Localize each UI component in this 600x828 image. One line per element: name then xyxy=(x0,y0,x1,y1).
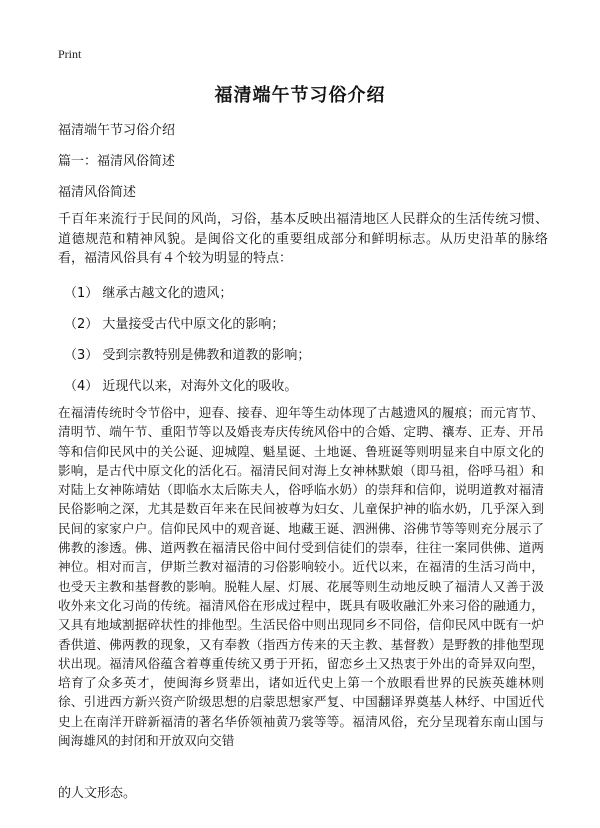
feature-item-1: （1） 继承古越文化的遗风； xyxy=(64,286,233,301)
document-subtitle: 福清端午节习俗介绍 xyxy=(58,123,176,138)
section-heading: 福清风俗简述 xyxy=(58,185,137,200)
feature-item-2: （2） 大量接受古代中原文化的影响； xyxy=(64,317,285,332)
document-title: 福清端午节习俗介绍 xyxy=(214,85,386,106)
feature-item-3: （3） 受到宗教特别是佛教和道教的影响； xyxy=(64,348,311,363)
chapter-heading: 篇一：福清风俗简述 xyxy=(58,154,176,169)
print-link[interactable]: Print xyxy=(58,47,82,61)
body-paragraph: 在福清传统时令节俗中，迎春、接春、迎年等生动体现了古越遗风的履痕；而元宵节、清明节、端午节、重阳节等以及婚丧寿庆传统风俗中的合婚、定聘、禳寿、正寿、开吊等和信仰民风中的关公诞、迎城隍、魁星诞、土地诞、鲁班诞等则明显来自中原文化的影响，是古代中原文化的活化石。福清民间对海上女神林默娘（即马祖，俗呼马祖）和对陆上女神陈靖姑（即临水太后陈夫人，俗呼临水奶）的崇拜和信仰，说明道教对福清民俗影响之深，尤其是数百年来在民间被尊为妇女、儿童保护神的临水奶，几乎深入到民间的家家户户。信仰民风中的观音诞、地藏王诞、泗洲佛、浴佛节等等则充分展示了佛教的渗透。佛、道两教在福清民俗中间付受到信徒们的崇奉，往往一案同供佛、道两神位。相对而言，伊斯兰教对福清的习俗影响较小。近代以来，在福清的生活习尚中，也受天主教和基督教的影响。脱鞋人屋、灯展、花展等则生动地反映了福清人又善于汲收外来文化习尚的传统。福清风俗在形成过程中，既具有吸收融汇外来习俗的融通力，又具有地域割据碎状性的排他型。生活民俗中则出现同乡不同俗，信仰民风中既有一炉香供道、佛两教的现象，又有奉教（指西方传来的天主教、基督教）是野教的排他型现状出现。福清风俗蕴含着尊重传统又勇于开拓，留恋乡土又热衷于外出的奇异双向型，培育了众多英才，使闽海乡贤辈出，诸如近代史上第一个放眼看世界的民族英雄林则徐、引进西方新兴资产阶级思想的启蒙思想家严复、中国翻译界奠基人林纾、中国近代史上在南洋开辟新福清的著名华侨领袖黄乃裳等等。福清风俗，充分呈现着东南山国与闽海雄风的封闭和开放双向交错 xyxy=(58,405,544,749)
closing-line: 的人文形态。 xyxy=(58,786,137,801)
feature-item-4: （4） 近现代以来，对海外文化的吸收。 xyxy=(64,379,298,394)
intro-paragraph: 千百年来流行于民间的风尚，习俗，基本反映出福清地区人民群众的生活传统习惯、道德规范和精神风貌。是闽俗文化的重要组成部分和鲜明标志。从历史沿革的脉络看，福清风俗具有４个较为明显的特点： xyxy=(58,212,548,266)
